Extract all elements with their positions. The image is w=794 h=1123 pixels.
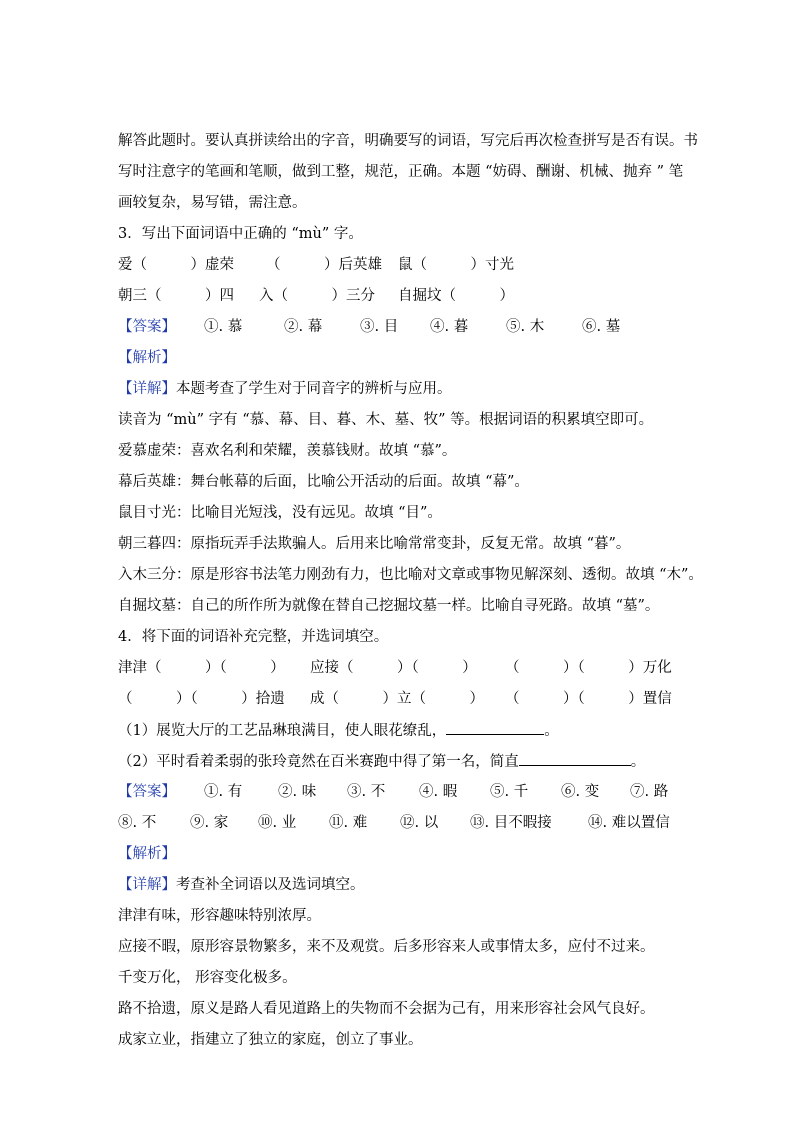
answer-item: ⑥. 墓 <box>582 319 621 335</box>
blank-1-text: （1）展览大厅的工艺品琳琅满目，使人眼花缭乱， <box>118 723 447 739</box>
q4-item: （ ）（ ）万化 <box>505 660 672 676</box>
answer-item: ⑨. 家 <box>190 815 229 831</box>
detail-tag: 【详解】 <box>118 877 176 893</box>
explanation-line: 幕后英雄：舞台帐幕的后面，比喻公开活动的后面。故填 “幕”。 <box>118 474 529 490</box>
answer-item: ①. 慕 <box>204 319 243 335</box>
explanation-line: 自掘坟墓：自己的所作所为就像在替自己挖掘坟墓一样。比喻自寻死路。故填 “墓”。 <box>118 598 660 614</box>
explanation-line: 鼠目寸光：比喻目光短浅，没有远见。故填 “目”。 <box>118 505 442 521</box>
question-4-title: 4．将下面的词语补充完整，并选词填空。 <box>118 629 389 645</box>
intro-line: 画较复杂，易写错，需注意。 <box>118 195 307 211</box>
answer-item: ⑤. 木 <box>506 319 545 335</box>
intro-line: 解答此题时。要认真拼读给出的字音，明确要写的词语，写完后再次检查拼写是否有误。书 <box>118 133 698 149</box>
answer-tag: 【答案】 <box>118 784 176 800</box>
answer-item: ⑭. 难以置信 <box>588 815 670 831</box>
explanation-line: 入木三分：原是形容书法笔力刚劲有力，也比喻对文章或事物见解深刻、透彻。故填 “木”。 <box>118 567 703 583</box>
answer-item: ⑥. 变 <box>561 784 600 800</box>
detail-line <box>118 875 365 895</box>
q3-item: 入（ ）三分 <box>259 288 375 304</box>
blank-1-end: 。 <box>544 723 559 739</box>
answer-item: ②. 味 <box>278 784 317 800</box>
intro-line: 写时注意字的笔画和笔顺，做到工整，规范，正确。本题 “妨碍、酬谢、机械、抛弃 ” 笔 <box>118 164 684 180</box>
answer-item: ③. 不 <box>347 784 386 800</box>
answer-item: ②. 幕 <box>284 319 323 335</box>
explanation-line: 津津有味，形容趣味特别浓厚。 <box>118 908 321 924</box>
q3-item: （ ）后英雄 <box>266 257 382 273</box>
answer-item: ④. 暇 <box>419 784 458 800</box>
answer-item: ⑬. 目不暇接 <box>470 815 552 831</box>
q3-item: 朝三（ ）四 <box>118 288 234 304</box>
answer-item: ⑫. 以 <box>400 815 439 831</box>
explanation-line: 应接不暇，原形容景物繁多，来不及观赏。后多形容来人或事情太多，应付不过来。 <box>118 939 655 955</box>
q3-item: 鼠（ ）寸光 <box>398 257 514 273</box>
explanation-line: 读音为 “mù” 字有 “慕、幕、目、暮、木、墓、牧” 等。根据词语的积累填空即可。 <box>118 412 654 428</box>
q3-item: 自掘坟（ ） <box>398 288 514 304</box>
detail-text: 本题考查了学生对于同音字的辨析与应用。 <box>176 381 452 397</box>
q4-item: （ ）（ ）拾遗 <box>118 691 285 707</box>
fill-blank-1 <box>118 720 559 741</box>
analysis-tag: 【解析】 <box>118 350 176 366</box>
answer-item: ④. 暮 <box>430 319 469 335</box>
answer-item: ①. 有 <box>204 784 243 800</box>
q3-item: 爱（ ）虚荣 <box>118 257 234 273</box>
blank-2-text: （2）平时看着柔弱的张玲竟然在百米赛跑中得了第一名，简直 <box>118 754 519 770</box>
q4-item: （ ）（ ）置信 <box>505 691 672 707</box>
detail-line <box>118 379 452 399</box>
blank-1-underline <box>446 720 544 735</box>
answer-item: ③. 目 <box>360 319 399 335</box>
q4-item: 应接（ ）（ ） <box>310 660 477 676</box>
question-3-title: 3．写出下面词语中正确的 “mù” 字。 <box>118 226 363 242</box>
answer-item: ⑦. 路 <box>630 784 669 800</box>
fill-blank-2 <box>118 751 645 772</box>
explanation-line: 爱慕虚荣：喜欢名利和荣耀，羡慕钱财。故填 “慕”。 <box>118 443 457 459</box>
detail-tag: 【详解】 <box>118 381 176 397</box>
explanation-line: 千变万化， 形容变化极多。 <box>118 970 297 986</box>
detail-text: 考查补全词语以及选词填空。 <box>176 877 365 893</box>
explanation-line: 成家立业，指建立了独立的家庭，创立了事业。 <box>118 1032 423 1048</box>
answer-item: ⑧. 不 <box>118 815 157 831</box>
blank-2-underline <box>519 751 631 766</box>
answer-item: ⑤. 千 <box>490 784 529 800</box>
explanation-line: 路不拾遗，原义是路人看见道路上的失物而不会据为己有，用来形容社会风气良好。 <box>118 1001 655 1017</box>
answer-item: ⑪. 难 <box>329 815 368 831</box>
answer-tag: 【答案】 <box>118 319 176 335</box>
q4-item: 成（ ）立（ ） <box>310 691 484 707</box>
q4-item: 津津（ ）（ ） <box>118 660 285 676</box>
blank-2-end: 。 <box>630 754 646 770</box>
explanation-line: 朝三暮四：原指玩弄手法欺骗人。后用来比喻常常变卦，反复无常。故填 “暮”。 <box>118 536 631 552</box>
answer-item: ⑩. 业 <box>258 815 297 831</box>
analysis-tag: 【解析】 <box>118 846 176 862</box>
